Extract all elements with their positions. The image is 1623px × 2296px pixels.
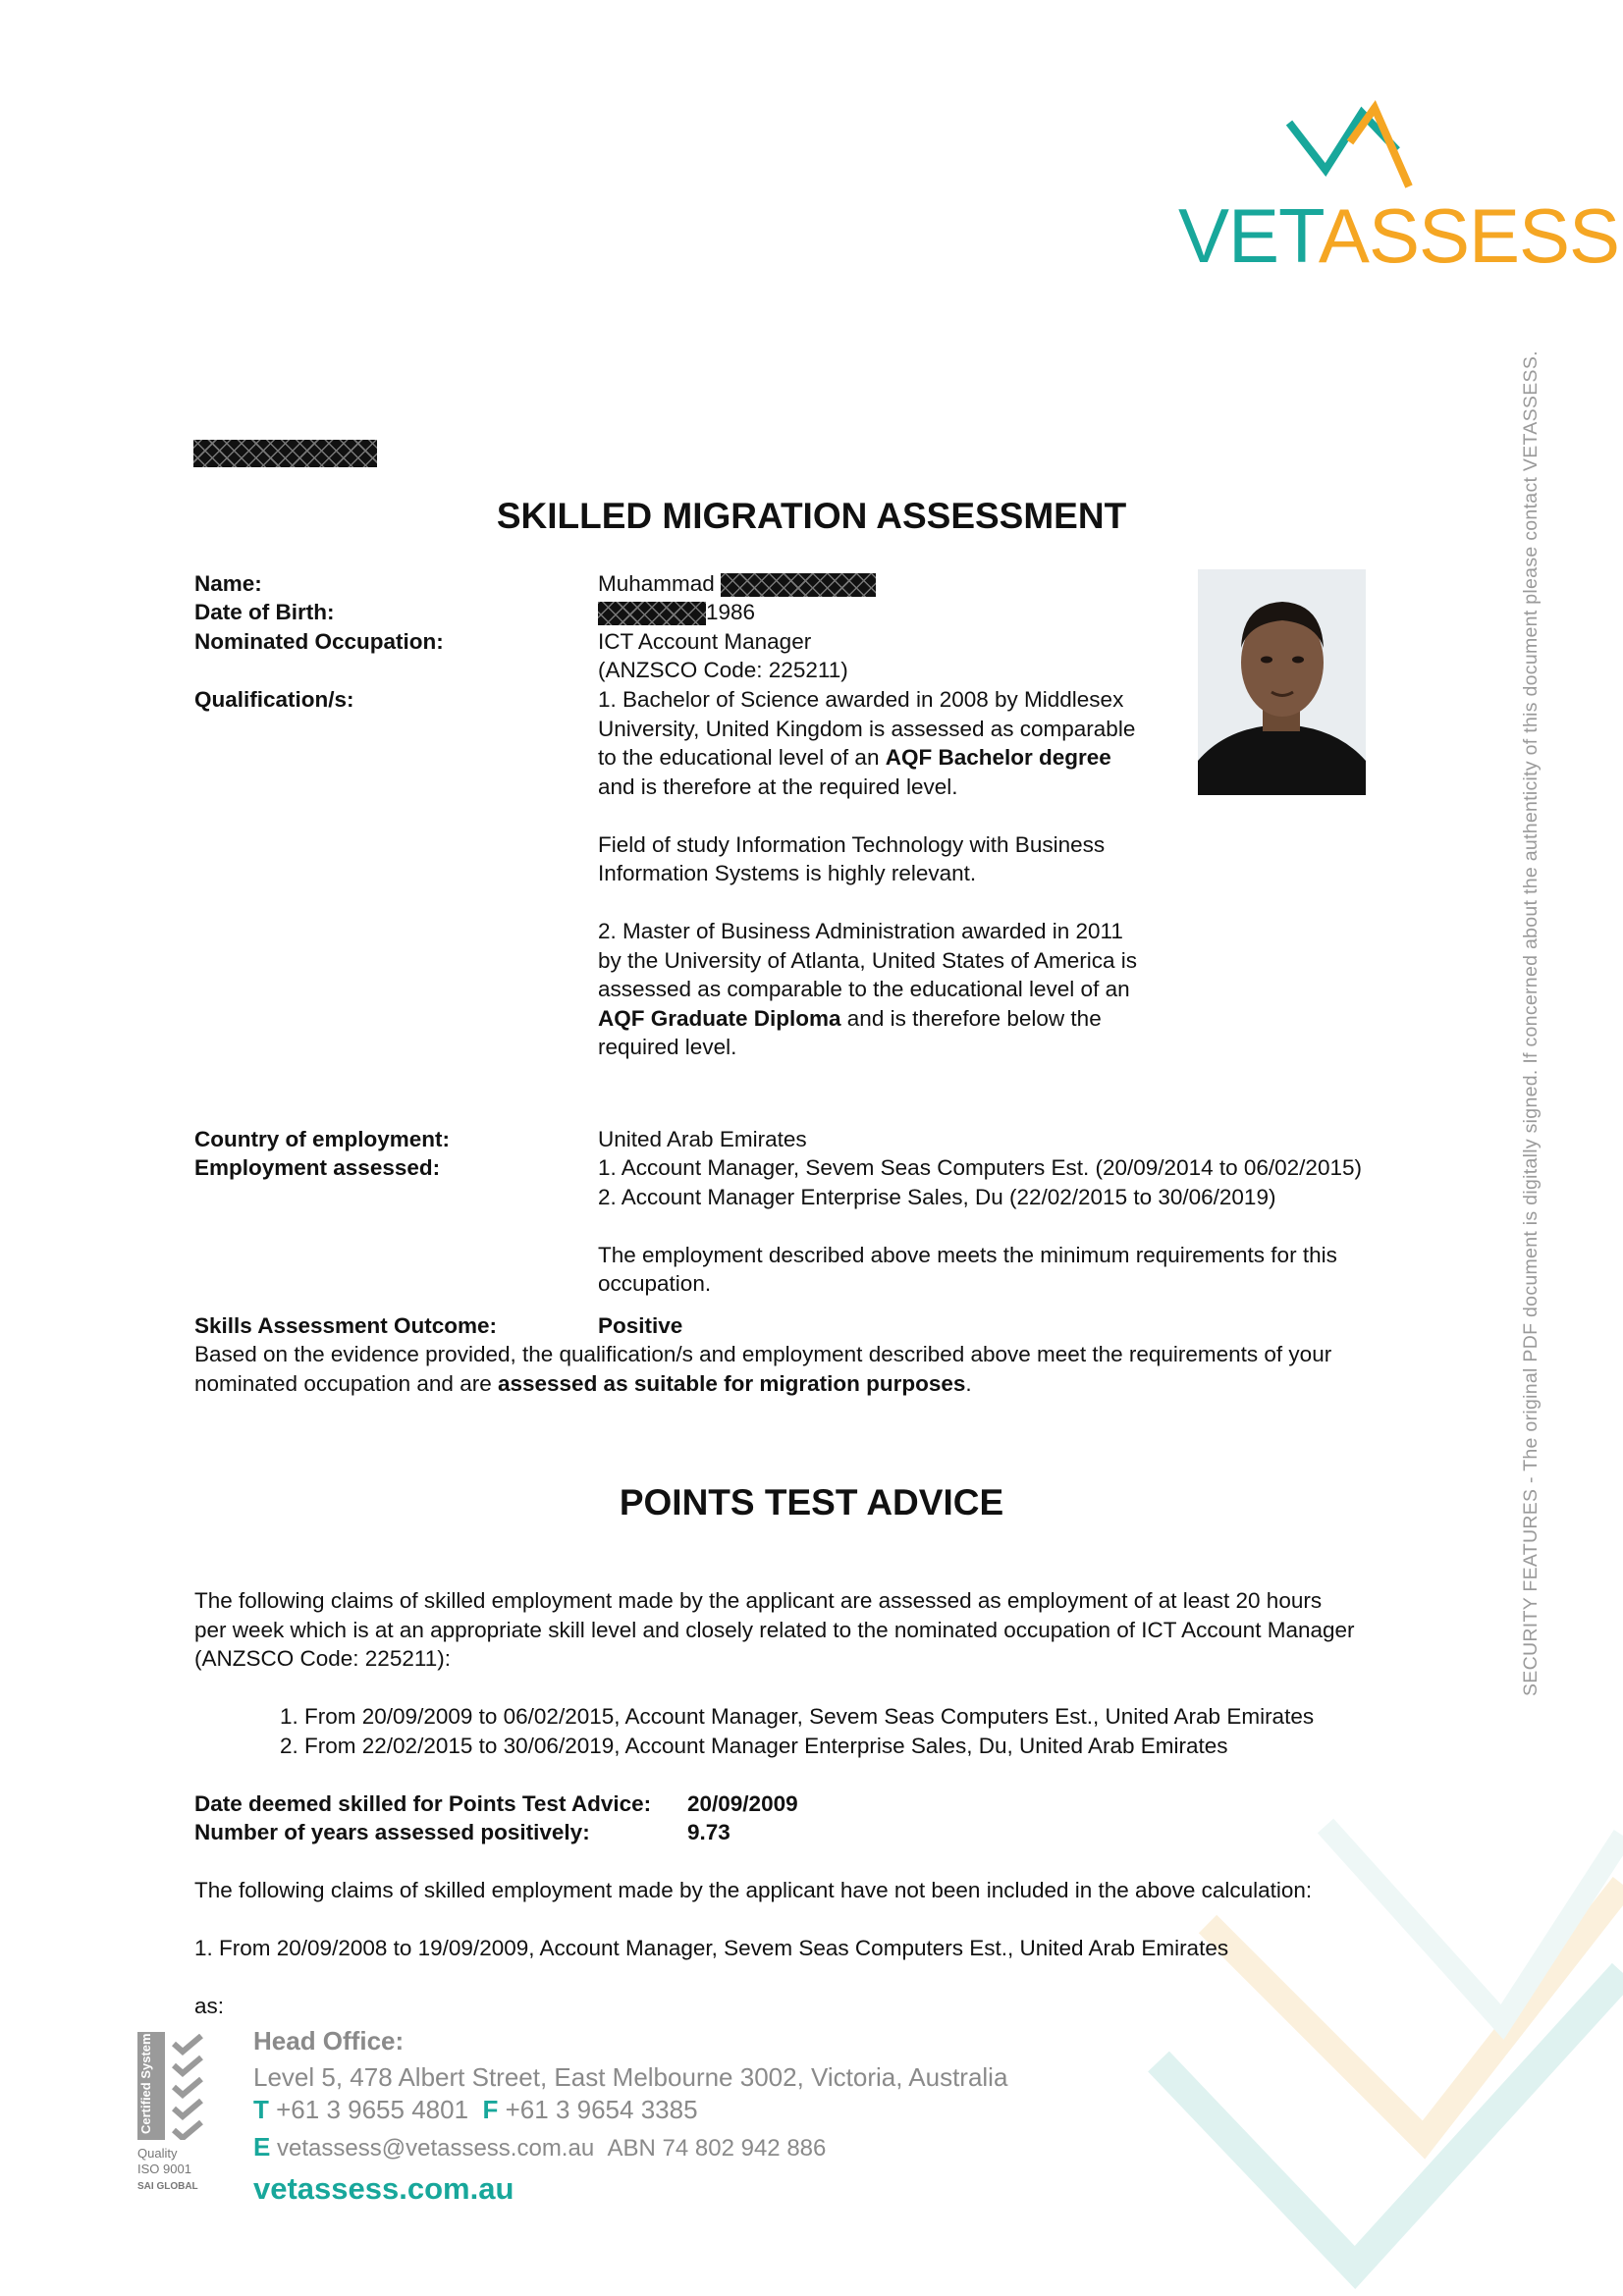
- date-deemed-value: 20/09/2009: [687, 1791, 798, 1816]
- redacted-dob: [598, 602, 706, 625]
- website-link[interactable]: vetassess.com.au: [253, 2171, 514, 2206]
- redacted-surname: [721, 573, 876, 597]
- name-first: Muhammad: [598, 571, 715, 596]
- email-label: E: [253, 2132, 271, 2162]
- name-label: Name:: [194, 571, 262, 596]
- years-label: Number of years assessed positively:: [194, 1820, 590, 1844]
- employment-label: Employment assessed:: [194, 1155, 441, 1180]
- qual1-line4: and is therefore at the required level.: [598, 774, 958, 799]
- dob-year: 1986: [706, 600, 756, 624]
- occupation-label: Nominated Occupation:: [194, 629, 444, 654]
- qual1-line1: 1. Bachelor of Science awarded in 2008 by Middlesex: [598, 687, 1124, 712]
- qual1-line3: to the educational level of an AQF Bachelor degree: [598, 745, 1111, 770]
- email-link[interactable]: vetassess@vetassess.com.au: [277, 2135, 595, 2162]
- head-office-label: Head Office:: [253, 2026, 405, 2056]
- qual2-line4: AQF Graduate Diploma and is therefore below the: [598, 1005, 1102, 1031]
- country-value: United Arab Emirates: [598, 1127, 807, 1151]
- points-list: [280, 1702, 1507, 1760]
- page-title: SKILLED MIGRATION ASSESSMENT: [496, 496, 1127, 536]
- dob-label: Date of Birth:: [194, 600, 335, 624]
- outcome-value: Positive: [598, 1313, 683, 1338]
- iso-certification-badge: [135, 2032, 214, 2199]
- logo-text-vet: VET: [1178, 192, 1319, 279]
- applicant-photo: [1198, 569, 1366, 795]
- outcome-statement: Based on the evidence provided, the qualification/s and employment described above meet the requirements of your nominated occupation and are assessed as suitable for migration purposes.: [194, 1342, 1332, 1396]
- points-item-1: 1. From 20/09/2009 to 06/02/2015, Account Manager, Sevem Seas Computers Est., United Arab Emirates: [280, 1704, 1315, 1729]
- fax-number: +61 3 9654 3385: [505, 2095, 698, 2124]
- abn-number: ABN 74 802 942 886: [607, 2135, 827, 2162]
- points-intro: The following claims of skilled employment made by the applicant are assessed as employment of at least 20 hours per week which is at an appropriate skill level and closely related to the nominated occupation of ICT Account Manager (ANZSCO Code: 225211):: [194, 1588, 1355, 1671]
- occupation-value: ICT Account Manager: [598, 629, 812, 654]
- qual2-line2: by the University of Atlanta, United States of America is: [598, 947, 1138, 973]
- date-deemed-label: Date deemed skilled for Points Test Advice:: [194, 1791, 652, 1816]
- phone-line: [253, 2091, 698, 2128]
- checkmarks-icon: [171, 2034, 204, 2140]
- fax-label: F: [482, 2095, 499, 2124]
- cert-sai: SAI GLOBAL: [137, 2181, 198, 2192]
- vetassess-logo: [1178, 93, 1620, 279]
- cert-iso: ISO 9001: [137, 2162, 191, 2176]
- employment-note-2: occupation.: [598, 1271, 712, 1296]
- phone-label: T: [253, 2095, 269, 2124]
- qualification-list: [598, 685, 1187, 1062]
- email-line: [253, 2128, 826, 2167]
- qual2-line3: assessed as comparable to the educational level of an: [598, 977, 1130, 1001]
- qualification-label: Qualification/s:: [194, 687, 354, 712]
- years-value: 9.73: [687, 1820, 730, 1844]
- points-item-2: 2. From 22/02/2015 to 30/06/2019, Account Manager Enterprise Sales, Du, United Arab Emirates: [280, 1733, 1228, 1758]
- cert-vertical-text: Certified System: [138, 2033, 153, 2134]
- employment-item-1: 1. Account Manager, Sevem Seas Computers Est. (20/09/2014 to 06/02/2015): [598, 1155, 1362, 1180]
- logo-chevron-icon: [1281, 93, 1419, 201]
- outcome-label: Skills Assessment Outcome:: [194, 1313, 498, 1338]
- points-title: POINTS TEST ADVICE: [619, 1482, 1004, 1522]
- phone-number: +61 3 9655 4801: [276, 2095, 469, 2124]
- excluded-intro: The following claims of skilled employment made by the applicant have not been included in the above calculation:: [194, 1878, 1313, 1902]
- qual2-line5: required level.: [598, 1035, 737, 1059]
- field-line2: Information Systems is highly relevant.: [598, 861, 977, 885]
- head-office-address: Level 5, 478 Albert Street, East Melbourne 3002, Victoria, Australia: [253, 2062, 1008, 2092]
- qual1-line2: University, United Kingdom is assessed as comparable: [598, 716, 1136, 741]
- cert-quality: Quality: [137, 2146, 178, 2161]
- field-line1: Field of study Information Technology with Business: [598, 831, 1106, 857]
- employment-note-1: The employment described above meets the minimum requirements for this: [598, 1242, 1337, 1267]
- occupation-code: (ANZSCO Code: 225211): [598, 658, 848, 682]
- employment-item-2: 2. Account Manager Enterprise Sales, Du (22/02/2015 to 30/06/2019): [598, 1184, 1276, 1209]
- employment-list: [598, 1153, 1482, 1299]
- excluded-item-1: 1. From 20/09/2008 to 19/09/2009, Account Manager, Sevem Seas Computers Est., United Arab Emirates: [194, 1936, 1229, 1960]
- qual2-line1: 2. Master of Business Administration awarded in 2011: [598, 919, 1123, 943]
- logo-text-assess: ASSESS: [1318, 192, 1620, 279]
- country-label: Country of employment:: [194, 1127, 451, 1151]
- redacted-reference: [193, 440, 377, 467]
- dob-value: [598, 598, 755, 627]
- as-text: as:: [194, 1994, 225, 2018]
- security-note: SECURITY FEATURES - The original PDF document is digitally signed. If concerned about the authenticity of this document please contact VETASSESS.: [1520, 350, 1542, 1696]
- name-value: [598, 569, 876, 599]
